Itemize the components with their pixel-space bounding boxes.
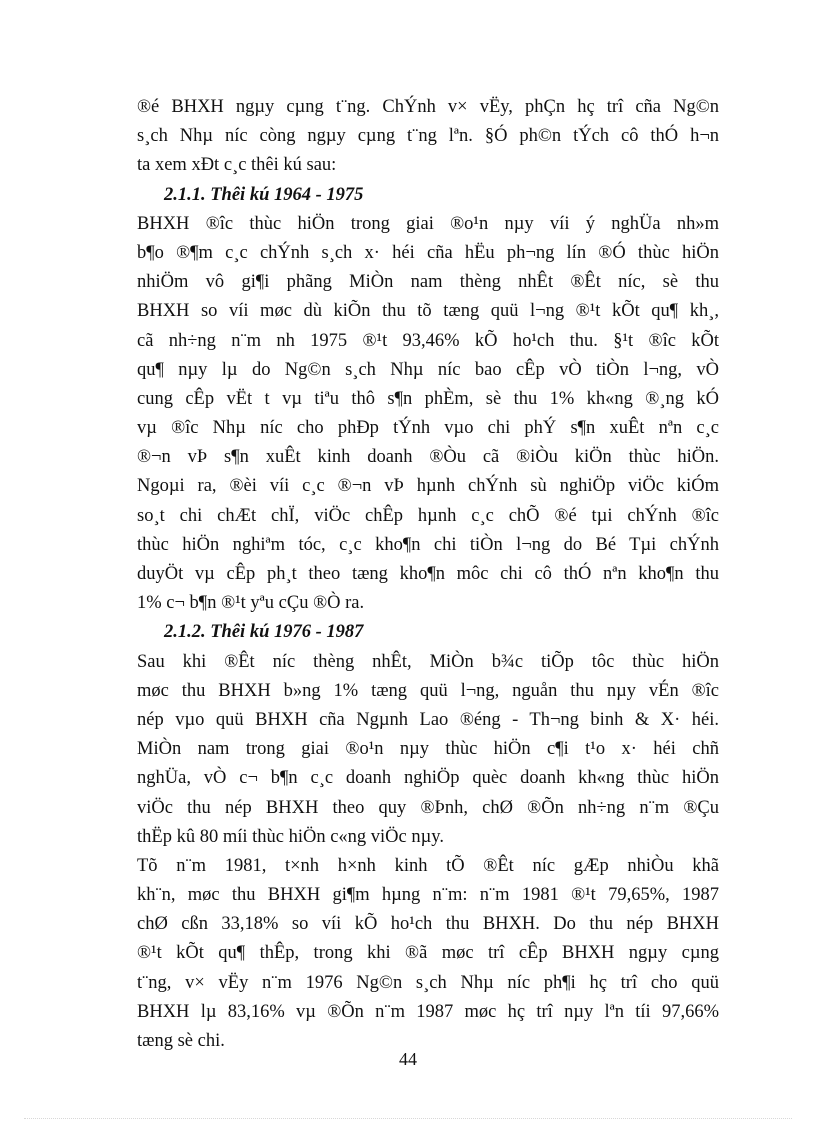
text-line: vµ ®îc Nhµ níc cho phÐp tÝnh vµo chi phÝ s¶n xuÊt nªn c¸c (137, 418, 719, 439)
text-line: BHXH so víi møc dù kiÕn thu tõ tæng quü l¬ng ®¹t kÕt qu¶ kh¸, (137, 301, 719, 322)
text-line: cung cÊp vËt t vµ tiªu thô s¶n phÈm, sè thu 1% kh«ng ®¸ng kÓ (137, 388, 719, 409)
text-line: ®¬n vÞ s¶n xuÊt kinh doanh ®Òu cã ®iÒu kiÖn thùc hiÖn. (137, 447, 719, 468)
page-number: 44 (399, 1049, 417, 1069)
section-heading: 2.1.1. Thêi kú 1964 - 1975 (164, 184, 364, 205)
text-line: 1% c¬ b¶n ®¹t yªu cÇu ®Ò ra. (137, 593, 365, 614)
text-line: BHXH ®îc thùc hiÖn trong giai ®o¹n nµy víi ý nghÜa nh»m (137, 213, 719, 234)
text-line: Tõ n¨m 1981, t×nh h×nh kinh tÕ ®Êt níc gÆp nhiÒu khã (137, 855, 719, 876)
text-line: viÖc thu nép BHXH theo quy ®Þnh, chØ ®Õn nh÷ng n¨m ®Çu (137, 797, 719, 818)
text-line: thùc hiÖn nghiªm tóc, c¸c kho¶n chi tiÒn l¬ng do Bé Tµi chÝnh (137, 534, 719, 555)
text-line: ®é BHXH ngµy cµng t¨ng. ChÝnh v× vËy, phÇn hç trî cña Ng©n (137, 97, 719, 117)
text-line: thËp kû 80 míi thùc hiÖn c«ng viÖc nµy. (137, 826, 444, 847)
page-bottom-border (24, 1118, 792, 1119)
text-line: ®¹t kÕt qu¶ thÊp, trong khi ®ã møc trî cÊp BHXH ngµy cµng (137, 943, 719, 964)
text-line: nghÜa, vÒ c¬ b¶n c¸c doanh nghiÖp quèc doanh kh«ng thùc hiÖn (137, 768, 719, 789)
text-line: Ngoµi ra, ®èi víi c¸c ®¬n vÞ hµnh chÝnh sù nghiÖp viÖc kiÓm (137, 476, 719, 497)
text-line: BHXH lµ 83,16% vµ ®Õn n¨m 1987 møc hç trî nµy lªn tíi 97,66% (137, 1001, 719, 1022)
text-line: qu¶ nµy lµ do Ng©n s¸ch Nhµ níc bao cÊp vÒ tiÒn l¬ng, vÒ (137, 359, 719, 380)
text-line: møc thu BHXH b»ng 1% tæng quü l¬ng, nguån thu nµy vÉn ®îc (137, 680, 719, 701)
text-line: so¸t chi chÆt chÏ, viÖc chÊp hµnh c¸c chÕ ®é tµi chÝnh ®îc (137, 505, 719, 526)
body-text (137, 93, 719, 1056)
section-heading: 2.1.2. Thêi kú 1976 - 1987 (164, 622, 364, 643)
text-line: Sau khi ®Êt níc thèng nhÊt, MiÒn b¾c tiÕp tôc thùc hiÖn (137, 651, 719, 672)
text-line: t¨ng, v× vËy n¨m 1976 Ng©n s¸ch Nhµ níc ph¶i hç trî cho quü (137, 972, 719, 993)
text-line: s¸ch Nhµ níc còng ngµy cµng t¨ng lªn. §Ó ph©n tÝch cô thÓ h¬n (137, 126, 719, 147)
text-line: nhiÖm vô gi¶i phãng MiÒn nam thèng nhÊt ®Êt níc, sè thu (137, 272, 719, 293)
text-line: MiÒn nam trong giai ®o¹n nµy thùc hiÖn c¶i t¹o x· héi chñ (137, 739, 719, 760)
text-line: duyÖt vµ cÊp ph¸t theo tæng kho¶n môc chi cô thÓ nªn kho¶n thu (137, 564, 719, 584)
text-line: chØ cßn 33,18% so víi kÕ ho¹ch thu BHXH. Do thu nép BHXH (137, 914, 719, 935)
text-line: cã nh÷ng n¨m nh 1975 ®¹t 93,46% kÕ ho¹ch thu. §¹t ®îc kÕt (137, 330, 719, 351)
text-line: b¶o ®¶m c¸c chÝnh s¸ch x· héi cña hËu ph¬ng lín ®Ó thùc hiÖn (137, 242, 719, 263)
text-line: ta xem xÐt c¸c thêi kú sau: (137, 155, 337, 176)
text-line: kh¨n, møc thu BHXH gi¶m hµng n¨m: n¨m 1981 ®¹t 79,65%, 1987 (137, 885, 719, 906)
text-line: nép vµo quü BHXH cña Ngµnh Lao ®éng - Th¬ng binh & X· héi. (137, 709, 719, 730)
text-line: tæng sè chi. (137, 1031, 225, 1051)
